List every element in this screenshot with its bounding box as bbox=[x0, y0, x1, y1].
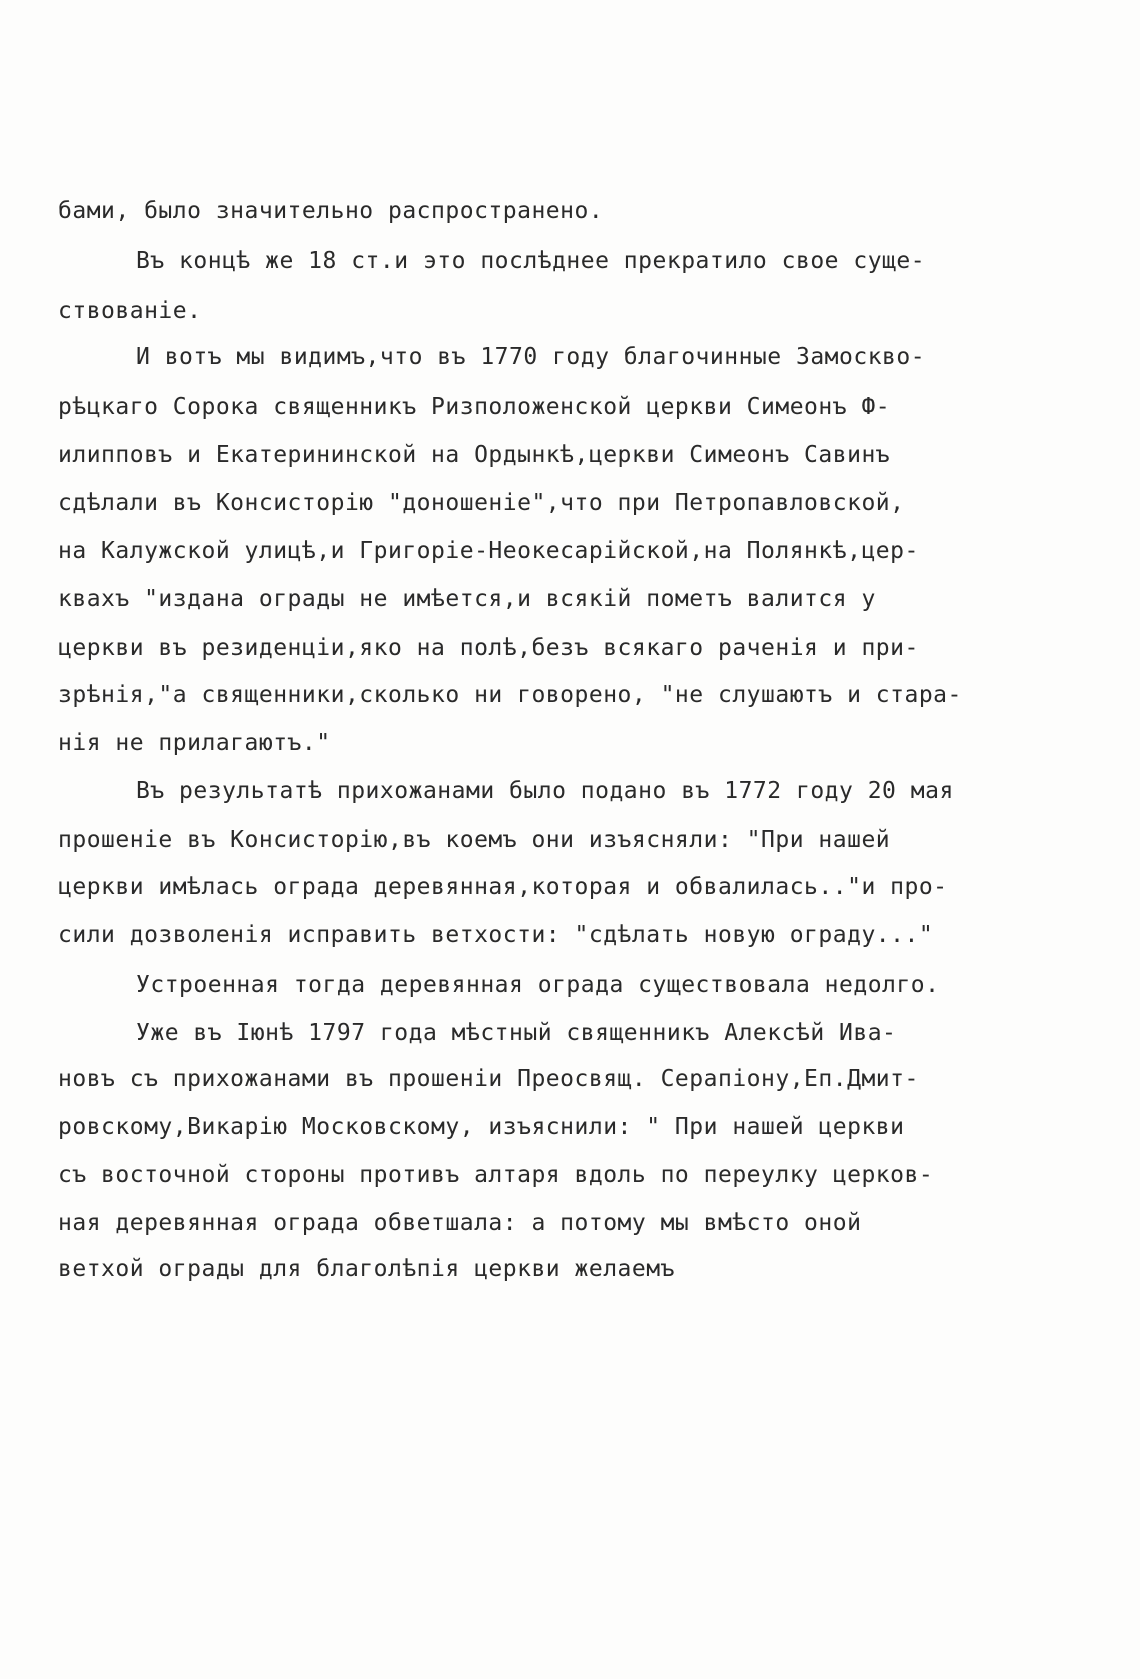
text-line: бами, было значительно распространено. bbox=[58, 198, 604, 224]
text-line: Въ концѣ же 18 ст.и это послѣднее прекратило свое суще- bbox=[136, 248, 926, 274]
text-line: на Калужской улицѣ,и Григоріе-Неокесарійской,на Полянкѣ,цер- bbox=[58, 538, 919, 564]
text-line: И вотъ мы видимъ,что въ 1770 году благочинные Замоскво- bbox=[136, 344, 926, 370]
text-line: ветхой ограды для благолѣпія церкви желаемъ bbox=[58, 1256, 675, 1282]
text-line: новъ съ прихожанами въ прошеніи Преосвящ. Серапіону,Еп.Дмит- bbox=[58, 1066, 919, 1092]
text-line: церкви имѣлась ограда деревянная,которая и обвалилась.."и про- bbox=[58, 874, 948, 900]
text-line: съ восточной стороны противъ алтаря вдоль по переулку церков- bbox=[58, 1162, 934, 1188]
text-line: ровскому,Викарію Московскому, изъяснили: " При нашей церкви bbox=[58, 1114, 905, 1140]
text-line: прошеніе въ Консисторію,въ коемъ они изъясняли: "При нашей bbox=[58, 827, 891, 853]
text-line: ствованіе. bbox=[58, 298, 202, 324]
text-line: илипповъ и Екатерининской на Ордынкѣ,церкви Симеонъ Савинъ bbox=[58, 442, 891, 468]
text-line: Устроенная тогда деревянная ограда существовала недолго. bbox=[136, 972, 940, 998]
text-line: церкви въ резиденціи,яко на полѣ,безъ всякаго раченія и при- bbox=[58, 635, 919, 661]
text-line: зрѣнія,"а священники,сколько ни говорено, "не слушаютъ и стара- bbox=[58, 682, 962, 708]
text-line: нія не прилагаютъ." bbox=[58, 730, 331, 756]
text-line: Уже въ Іюнѣ 1797 года мѣстный священникъ Алексѣй Ива- bbox=[136, 1020, 897, 1046]
text-line: ная деревянная ограда обветшала: а потому мы вмѣсто оной bbox=[58, 1210, 862, 1236]
text-line: Въ результатѣ прихожанами было подано въ 1772 году 20 мая bbox=[136, 778, 954, 804]
text-line: сили дозволенія исправить ветхости: "сдѣлать новую ограду..." bbox=[58, 922, 934, 948]
text-line: квахъ "издана ограды не имѣется,и всякій пометъ валится у bbox=[58, 586, 876, 612]
text-line: сдѣлали въ Консисторію "доношеніе",что при Петропавловской, bbox=[58, 490, 905, 516]
text-line: рѣцкаго Сорока священникъ Ризположенской церкви Симеонъ Ф- bbox=[58, 394, 891, 420]
